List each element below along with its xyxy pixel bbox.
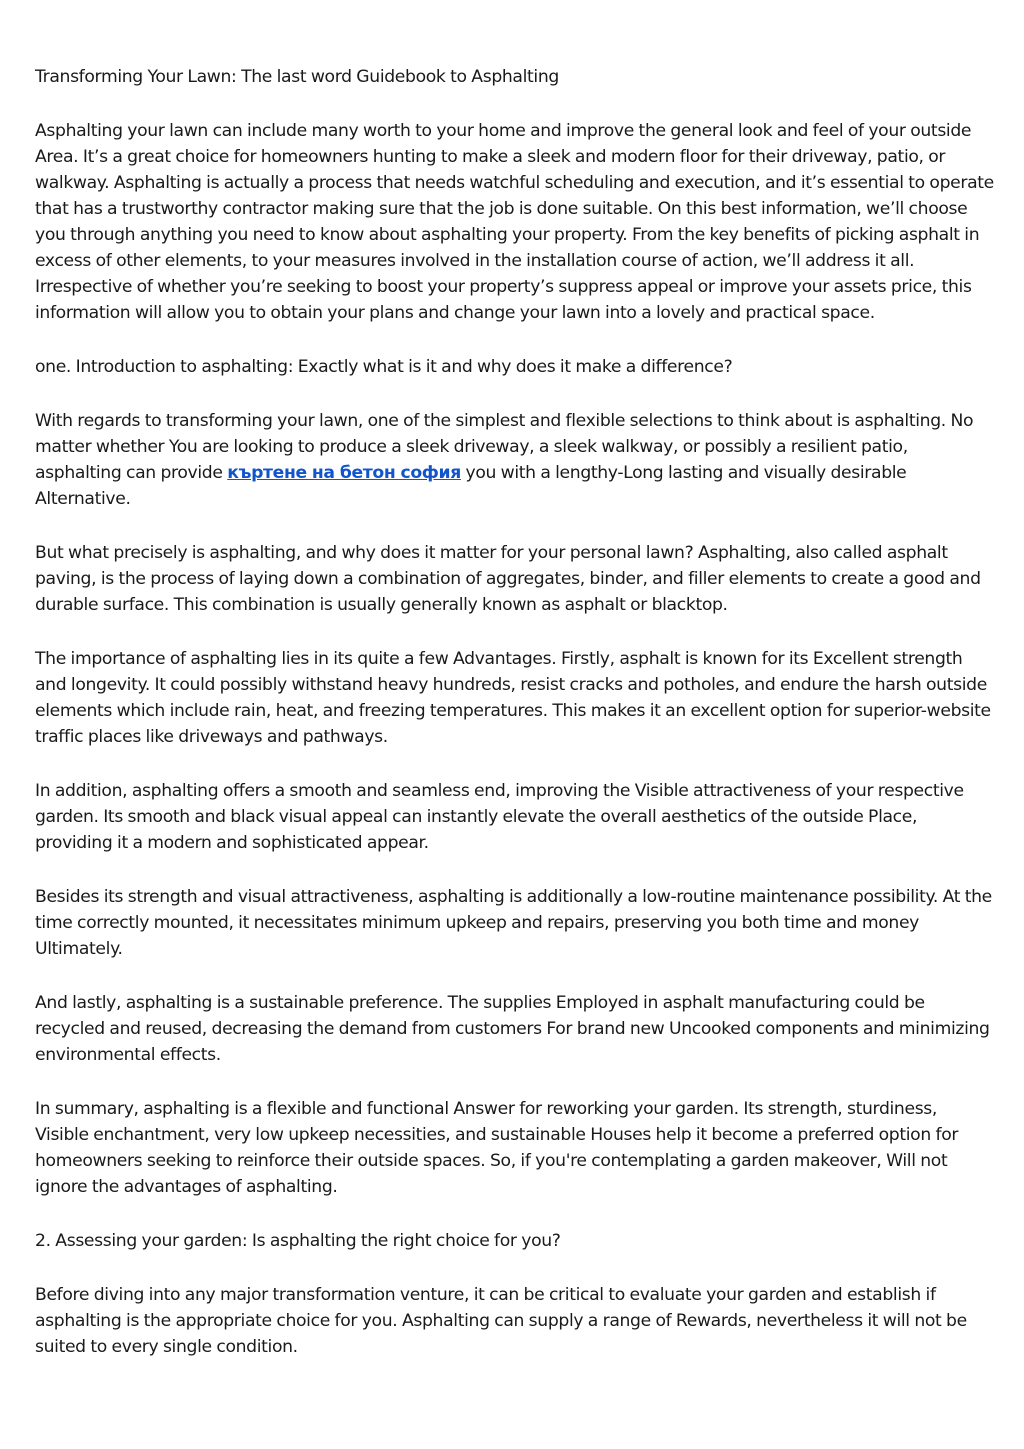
paragraph-low-maintenance: Besides its strength and visual attractiveness, asphalting is additionally a low-routine maintenance possibility. At the time correctly mounted, it necessitates minimum upkeep and repairs, preserving you both time and money Ultimately. xyxy=(35,887,992,959)
paragraph-summary: In summary, asphalting is a flexible and functional Answer for reworking your garden. Its strength, sturdiness, Visible enchantment, very low upkeep necessities, and sustainable Houses help it become a preferred option for homeowners seeking to reinforce their outside spaces. So, if you're contemplating a garden makeover, Will not ignore the advantages of asphalting. xyxy=(35,1099,959,1197)
paragraph-smooth-finish: In addition, asphalting offers a smooth and seamless end, improving the Visible attractiveness of your respective garden. Its smooth and black visual appeal can instantly elevate the overall aesthetics of the outside Place, providing it a modern and sophisticated appear. xyxy=(35,781,964,853)
paragraph-importance: The importance of asphalting lies in its quite a few Advantages. Firstly, asphalt is known for its Excellent strength and longevity. It could possibly withstand heavy hundreds, resist cracks and potholes, and endure the harsh outside elements which include rain, heat, and freezing temperatures. This makes it an excellent option for superior-website traffic places like driveways and pathways. xyxy=(35,649,991,747)
section-heading-introduction: one. Introduction to asphalting: Exactly what is it and why does it make a difference? xyxy=(35,357,733,377)
link-paragraph-text-after: you with a lengthy-Long lasting and visually desirable Alternative. xyxy=(35,463,907,509)
link-paragraph xyxy=(35,408,995,512)
section-heading-assessing: 2. Assessing your garden: Is asphalting the right choice for you? xyxy=(35,1231,561,1251)
link-paragraph-text-before: With regards to transforming your lawn, one of the simplest and flexible selections to think about is asphalting. No matter whether You are looking to produce a sleek driveway, a sleek walkway, or possibly a resilient patio, asphalting can provide xyxy=(35,411,974,483)
concrete-demolition-link[interactable]: къртене на бетон софия xyxy=(227,463,461,483)
paragraph-what-is-asphalting: But what precisely is asphalting, and why does it matter for your personal lawn? Asphalting, also called asphalt paving, is the process of laying down a combination of aggregates, binder, and filler elements to create a good and durable surface. This combination is usually generally known as asphalt or blacktop. xyxy=(35,543,981,615)
document-title: Transforming Your Lawn: The last word Guidebook to Asphalting xyxy=(35,67,559,87)
intro-paragraph: Asphalting your lawn can include many worth to your home and improve the general look and feel of your outside Area. It’s a great choice for homeowners hunting to make a sleek and modern floor for their driveway, patio, or walkway. Asphalting is actually a process that needs watchful scheduling and execution, and it’s essential to operate that has a trustworthy contractor making sure that the job is done suitable. On this best information, we’ll choose you through anything you need to know about asphalting your property. From the key benefits of picking asphalt in excess of other elements, to your measures involved in the installation course of action, we’ll address it all. Irrespective of whether you’re seeking to boost your property’s suppress appeal or improve your assets price, this information will allow you to obtain your plans and change your lawn into a lovely and practical space. xyxy=(35,121,994,323)
paragraph-before-diving: Before diving into any major transformation venture, it can be critical to evaluate your garden and establish if asphalting is the appropriate choice for you. Asphalting can supply a range of Rewards, nevertheless it will not be suited to every single condition. xyxy=(35,1285,967,1357)
paragraph-sustainable: And lastly, asphalting is a sustainable preference. The supplies Employed in asphalt manufacturing could be recycled and reused, decreasing the demand from customers For brand new Uncooked components and minimizing environmental effects. xyxy=(35,993,990,1065)
document-body xyxy=(35,64,995,1388)
